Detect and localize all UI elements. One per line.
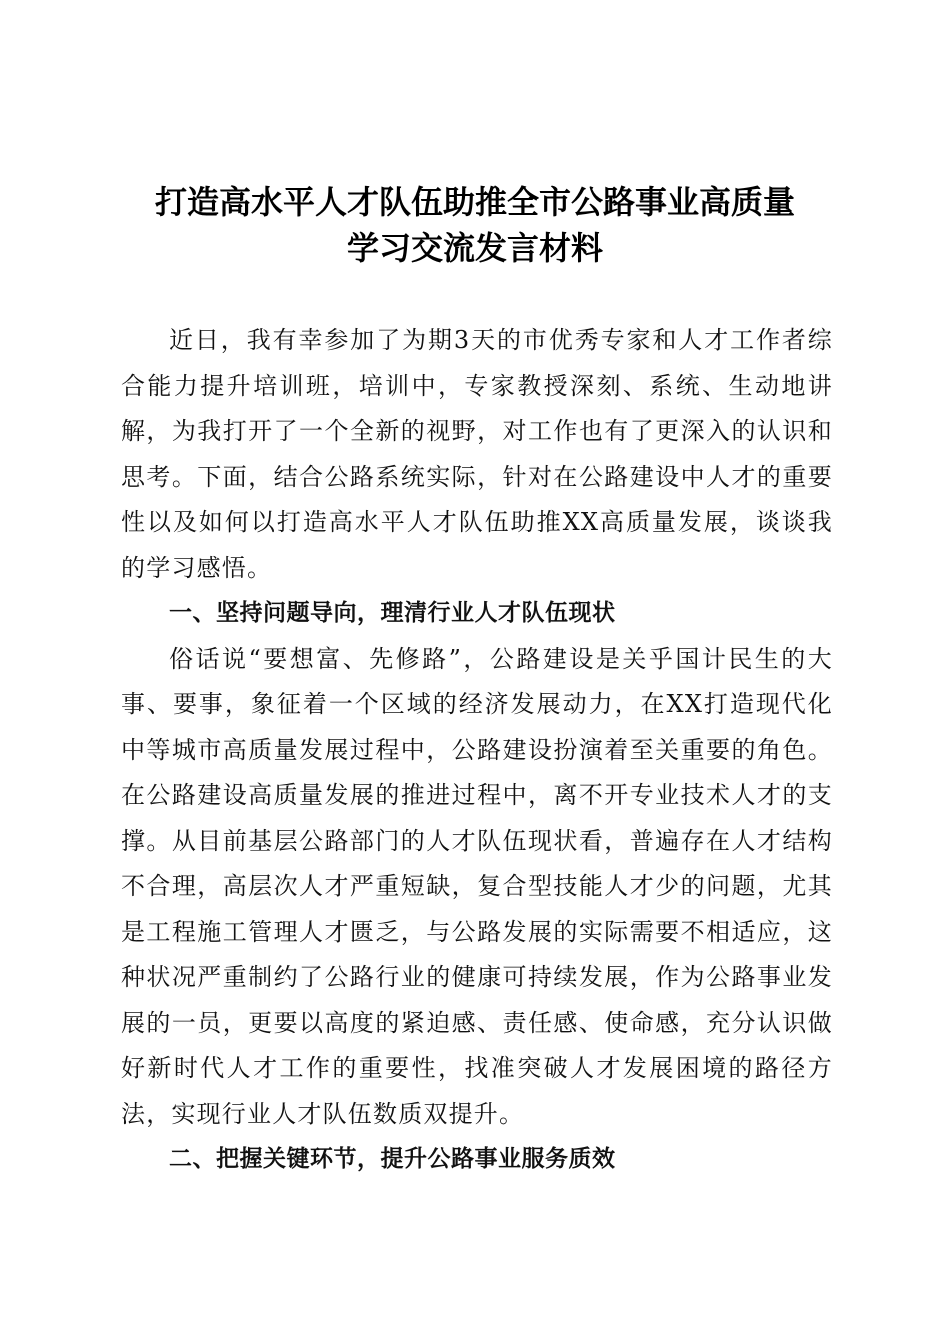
document-body (121, 318, 833, 1183)
section-heading-2: 二、把握关键环节，提升公路事业服务质效 (169, 1146, 616, 1172)
section-1-paragraph: 俗话说“要想富、先修路”，公路建设是关乎国计民生的大事、要事，象征着一个区域的经济发展动力，在XX打造现代化中等城市高质量发展过程中，公路建设扮演着至关重要的角色。在公路建设高质量发展的推进过程中，离不开专业技术人才的支撑。从目前基层公路部门的人才队伍现状看，普遍存在人才结构不合理，高层次人才严重短缺，复合型技能人才少的问题，尤其是工程施工管理人才匮乏，与公路发展的实际需要不相适应，这种状况严重制约了公路行业的健康可持续发展，作为公路事业发展的一员，更要以高度的紧迫感、责任感、使命感，充分认识做好新时代人才工作的重要性，找准突破人才发展困境的路径方法，实现行业人才队伍数质双提升。 (121, 644, 833, 1128)
document-title-line-1: 打造高水平人才队伍助推全市公路事业高质量 (154, 183, 795, 221)
section-heading-1: 一、坚持问题导向，理清行业人才队伍现状 (169, 600, 616, 626)
document-title-line-2: 学习交流发言材料 (346, 229, 603, 267)
intro-paragraph: 近日，我有幸参加了为期3天的市优秀专家和人才工作者综合能力提升培训班，培训中，专家教授深刻、系统、生动地讲解，为我打开了一个全新的视野，对工作也有了更深入的认识和思考。下面，结合公路系统实际，针对在公路建设中人才的重要性以及如何以打造高水平人才队伍助推XX高质量发展，谈谈我的学习感悟。 (121, 326, 833, 582)
